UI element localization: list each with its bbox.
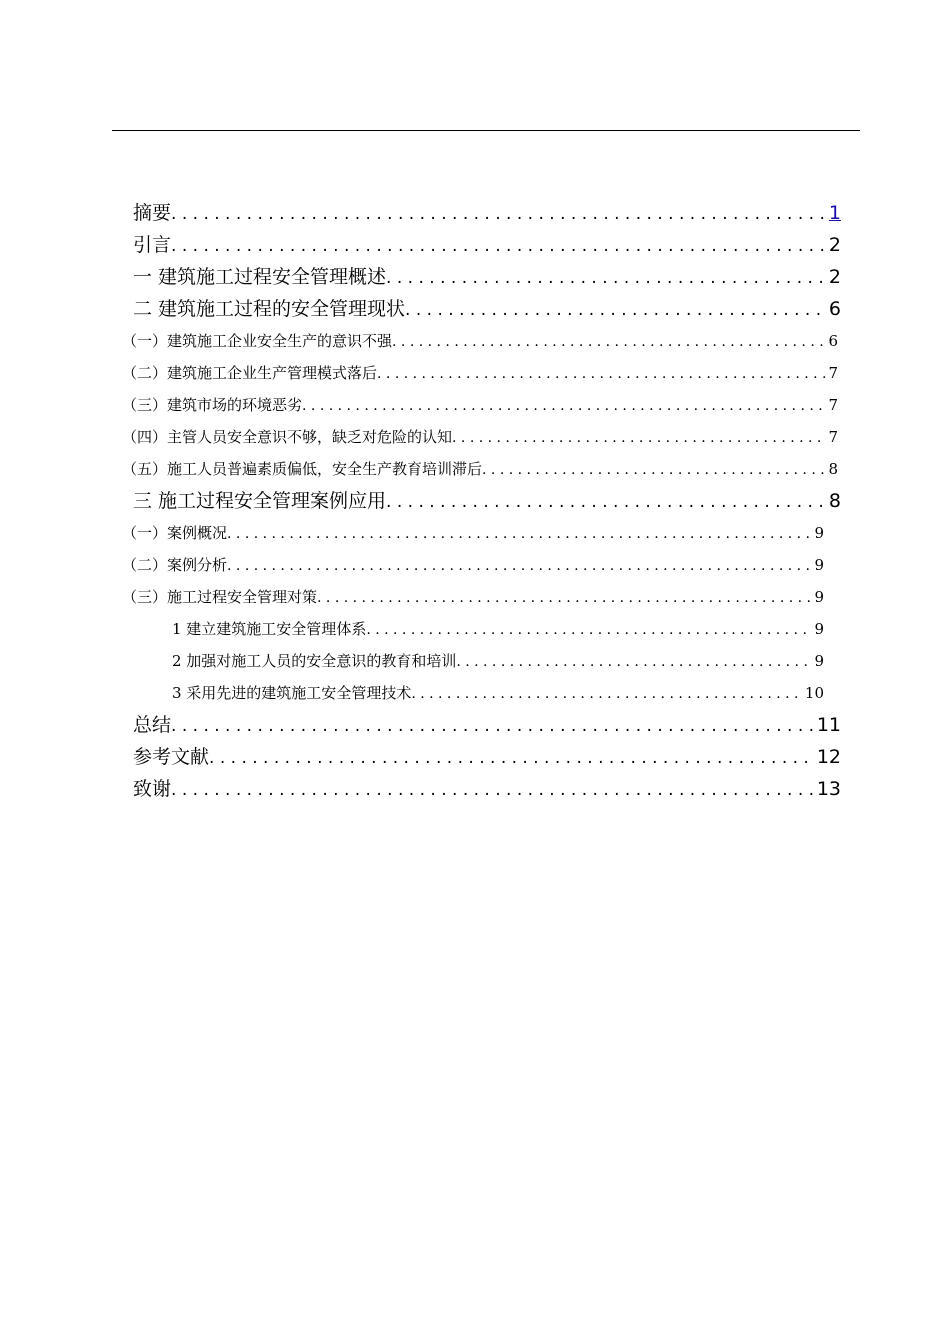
toc-page-number: 9	[814, 588, 824, 606]
toc-page-number: 7	[828, 428, 838, 446]
toc-leader-dots	[405, 294, 827, 326]
toc-entry-title: 参考文献	[133, 746, 210, 768]
toc-entry-section-3-3[interactable]	[122, 581, 824, 613]
toc-entry-section-2-2[interactable]	[122, 357, 838, 389]
toc-entry-section-3-1[interactable]	[122, 517, 824, 549]
toc-entry-title: （一）建筑施工企业安全生产的意识不强	[122, 332, 393, 350]
toc-leader-dots	[452, 422, 826, 454]
toc-entry-title: 3 采用先进的建筑施工安全管理技术	[172, 684, 412, 702]
toc-page-number: 9	[814, 620, 824, 638]
toc-entry-title: （四）主管人员安全意识不够，缺乏对危险的认知	[122, 428, 453, 446]
toc-entry-section-2-4[interactable]	[122, 421, 838, 453]
toc-entry-abstract[interactable]	[133, 197, 841, 229]
toc-leader-dots	[227, 550, 812, 582]
toc-page-number: 2	[828, 234, 841, 256]
toc-entry-chapter-3[interactable]	[133, 485, 841, 517]
toc-leader-dots	[366, 614, 812, 646]
toc-entry-subsection-3-3-1[interactable]	[172, 613, 824, 645]
toc-page-number: 9	[814, 524, 824, 542]
toc-page-link[interactable]: 1	[828, 202, 841, 224]
toc-leader-dots	[392, 326, 826, 358]
toc-entry-acknowledgements[interactable]	[133, 773, 841, 805]
toc-entry-title: 一 建筑施工过程安全管理概述	[133, 266, 387, 288]
toc-page-number: 2	[828, 266, 841, 288]
toc-page-number: 8	[828, 490, 841, 512]
toc-entry-title: （一）案例概况	[122, 524, 228, 542]
toc-page-number: 6	[828, 332, 838, 350]
toc-entry-title: 1 建立建筑施工安全管理体系	[172, 620, 367, 638]
toc-entry-section-2-5[interactable]	[122, 453, 838, 485]
toc-entry-title: （二）建筑施工企业生产管理模式落后	[122, 364, 378, 382]
toc-entry-title: 致谢	[133, 778, 172, 800]
toc-entry-chapter-1[interactable]	[133, 261, 841, 293]
toc-entry-subsection-3-3-3[interactable]	[172, 677, 824, 709]
toc-entry-title: 引言	[133, 234, 172, 256]
toc-leader-dots	[302, 390, 826, 422]
toc-entry-title: 总结	[133, 714, 172, 736]
toc-leader-dots	[482, 454, 826, 486]
header-rule	[112, 130, 860, 131]
toc-leader-dots	[171, 710, 815, 742]
toc-page-number: 8	[828, 460, 838, 478]
toc-entry-section-3-2[interactable]	[122, 549, 824, 581]
toc-page-number: 11	[816, 714, 841, 736]
toc-entry-title: （五）施工人员普遍素质偏低，安全生产教育培训滞后	[122, 460, 483, 478]
toc-leader-dots	[377, 358, 826, 390]
toc-page-number: 7	[828, 364, 838, 382]
toc-page-number: 13	[816, 778, 841, 800]
toc-entry-title: （三）建筑市场的环境恶劣	[122, 396, 303, 414]
toc-entry-chapter-2[interactable]	[133, 293, 841, 325]
toc-leader-dots	[171, 774, 815, 806]
toc-entry-conclusion[interactable]	[133, 709, 841, 741]
toc-leader-dots	[386, 486, 827, 518]
toc-entry-subsection-3-3-2[interactable]	[172, 645, 824, 677]
toc-leader-dots	[317, 582, 812, 614]
toc-entry-section-2-1[interactable]	[122, 325, 838, 357]
toc-leader-dots	[171, 198, 827, 230]
toc-leader-dots	[456, 646, 812, 678]
toc-leader-dots	[411, 678, 803, 710]
toc-page-number: 6	[828, 298, 841, 320]
toc-entry-title: 摘要	[133, 202, 172, 224]
toc-leader-dots	[386, 262, 827, 294]
toc-entry-section-2-3[interactable]	[122, 389, 838, 421]
toc-entry-title: 二 建筑施工过程的安全管理现状	[133, 298, 406, 320]
toc-leader-dots	[227, 518, 812, 550]
toc-entry-title: （三）施工过程安全管理对策	[122, 588, 318, 606]
toc-leader-dots	[209, 742, 815, 774]
toc-entry-introduction[interactable]	[133, 229, 841, 261]
toc-page-number: 9	[814, 652, 824, 670]
toc-entry-title: （二）案例分析	[122, 556, 228, 574]
toc-entry-title: 2 加强对施工人员的安全意识的教育和培训	[172, 652, 457, 670]
toc-page-number: 9	[814, 556, 824, 574]
toc-entry-references[interactable]	[133, 741, 841, 773]
toc-entry-title: 三 施工过程安全管理案例应用	[133, 490, 387, 512]
toc-leader-dots	[171, 230, 827, 262]
toc-page-number: 7	[828, 396, 838, 414]
toc-page-number: 12	[816, 746, 841, 768]
toc-page-number: 10	[804, 684, 824, 702]
